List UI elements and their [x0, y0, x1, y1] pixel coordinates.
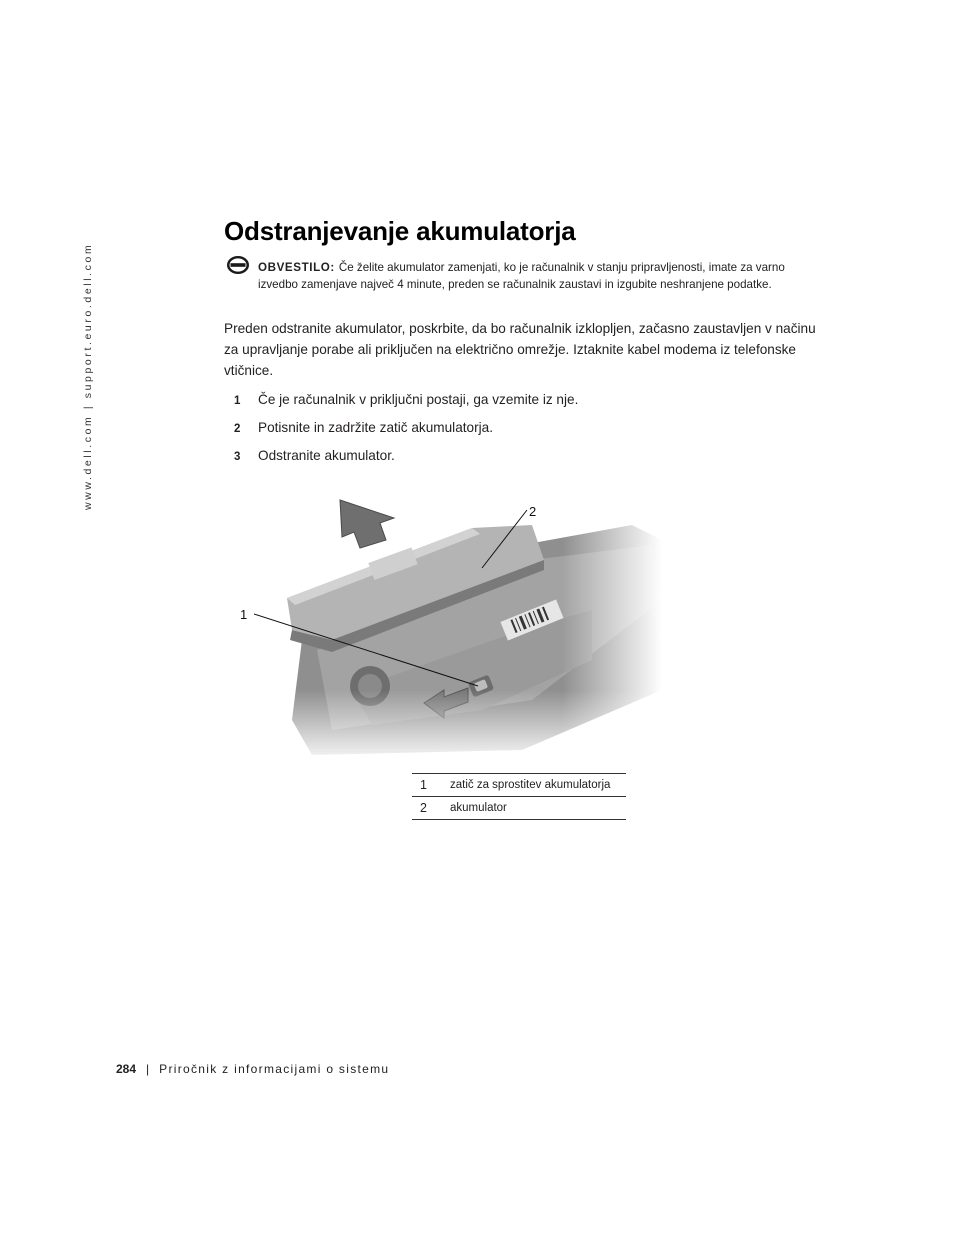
- step-text: Če je računalnik v priključni postaji, ga vzemite iz nje.: [258, 392, 579, 407]
- side-url: www.dell.com | support.euro.dell.com: [82, 242, 94, 510]
- legend-number: 1: [412, 774, 450, 797]
- step-number: 3: [234, 451, 241, 463]
- step-text: Potisnite in zadržite zatič akumulatorja.: [258, 420, 493, 435]
- step-item: [234, 420, 794, 448]
- notice-icon: [226, 255, 250, 275]
- step-text: Odstranite akumulator.: [258, 448, 395, 463]
- lift-arrow-icon: [340, 500, 394, 548]
- step-number: 2: [234, 423, 241, 435]
- legend-row: [412, 797, 626, 820]
- step-item: [234, 392, 794, 420]
- legend-label: akumulator: [450, 797, 626, 820]
- notice-body: Če želite akumulator zamenjati, ko je računalnik v stanju pripravljenosti, imate za varno izvedbo zamenjave največ 4 minute, preden se računalnik zaustavi in izgubite neshranjene podatke.: [258, 261, 785, 291]
- notice-label: OBVESTILO:: [258, 261, 335, 274]
- callout-label-2: 2: [529, 504, 537, 519]
- step-number: 1: [234, 395, 241, 407]
- footer-separator: |: [146, 1062, 150, 1076]
- callout-label-1: 1: [240, 607, 248, 622]
- page-footer: [116, 1062, 389, 1076]
- legend-label: zatič za sprostitev akumulatorja: [450, 774, 626, 797]
- page-title: Odstranjevanje akumulatorja: [224, 216, 576, 246]
- legend-number: 2: [412, 797, 450, 820]
- steps-list: [234, 392, 794, 476]
- step-item: [234, 448, 794, 476]
- legend-row: [412, 774, 626, 797]
- page-number: 284: [116, 1062, 137, 1076]
- intro-paragraph: Preden odstranite akumulator, poskrbite, da bo računalnik izklopljen, začasno zaustavljen v načinu za upravljanje porabe ali priključen na električno omrežje. Iztaknite kabel modema iz telefonske vtičnice.: [224, 321, 816, 378]
- battery-removal-illustration: [232, 490, 662, 765]
- footer-title: Priročnik z informacijami o sistemu: [159, 1062, 390, 1076]
- notice-text: [258, 259, 818, 293]
- figure-legend: [412, 773, 626, 820]
